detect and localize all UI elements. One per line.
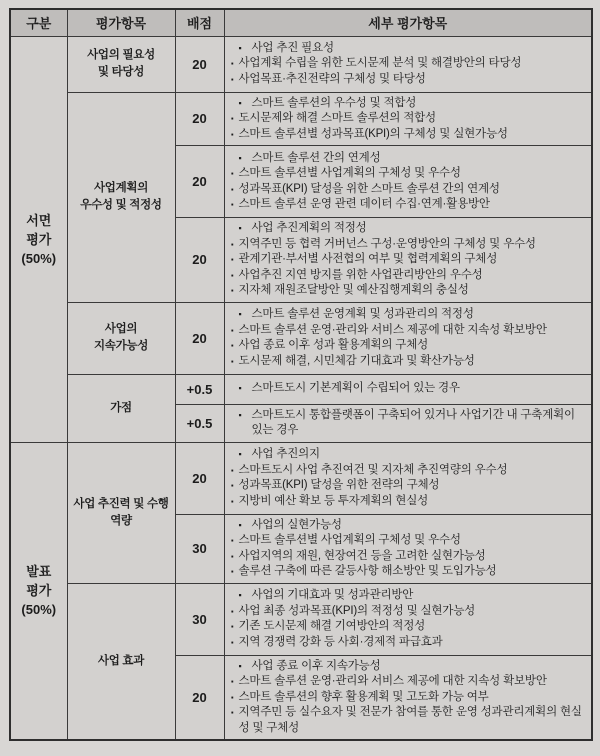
item-cell-effect (67, 583, 175, 740)
detail-line: · 도시문제와 해결 스마트 솔루션의 적합성 (230, 111, 436, 126)
detail-line: · 스마트 솔루션별 성과목표(KPI)의 구체성 및 실현가능성 (230, 126, 508, 142)
detail-line: ▪ 사업의 실현가능성 (231, 518, 584, 534)
col-header-category: 구분 (10, 9, 67, 36)
score-cell: 20 (175, 302, 224, 374)
item-cell-capability (67, 442, 175, 583)
group-cell-presentation-evaluation (10, 442, 67, 740)
details-cell (224, 374, 592, 404)
detail-line: · 솔루션 구축에 따른 갈등사항 해소방안 및 도입가능성 (230, 564, 497, 579)
square-bullet-icon: ▪ (238, 309, 242, 319)
item-label-line: 지속가능성 (93, 340, 149, 352)
dot-bullet-icon: · (230, 56, 235, 72)
dot-bullet-icon: · (230, 603, 235, 619)
detail-line: · 사업 종료 이후 성과 활용계획의 구체성 (230, 338, 429, 353)
detail-line: · 스마트 솔루션 운영·관리와 서비스 제공에 대한 지속성 확보방안 (230, 674, 547, 689)
table-row (10, 583, 592, 655)
detail-line: ▪ 스마트도시 기본계획이 수립되어 있는 경우 (231, 381, 584, 397)
dot-bullet-icon: · (230, 634, 235, 650)
item-label-line: 사업 효과 (97, 654, 145, 667)
detail-line: ▪ 사업 추진계획의 적정성 (231, 221, 584, 237)
detail-line: · 사업추진 지연 방지를 위한 사업관리방안의 우수성 (230, 267, 483, 283)
score-cell: 30 (175, 583, 224, 655)
item-label-line: 가점 (110, 401, 132, 414)
table-row (10, 302, 592, 374)
item-label-line: 사업의 (104, 323, 138, 335)
group-label-line: 평가 (26, 231, 52, 247)
detail-line: ▪ 사업의 기대효과 및 성과관리방안 (231, 588, 584, 604)
detail-line: ▪ 사업 종료 이후 지속가능성 (231, 659, 584, 675)
item-label-line: 우수성 및 적정성 (80, 199, 162, 211)
score-cell: +0.5 (175, 404, 224, 442)
detail-line: · 지방비 예산 확보 등 투자계획의 현실성 (230, 493, 429, 509)
item-cell-necessity (67, 36, 175, 92)
dot-bullet-icon: · (230, 283, 235, 298)
detail-line: · 스마트 솔루션별 사업계획의 구체성 및 우수성 (230, 166, 461, 181)
detail-line: ▪ 사업 추진 필요성 (231, 41, 584, 57)
dot-bullet-icon: · (230, 267, 235, 283)
detail-line: ▪ 사업 추진의지 (231, 447, 584, 463)
square-bullet-icon: ▪ (238, 42, 242, 53)
dot-bullet-icon: · (230, 322, 235, 338)
detail-line: · 지역주민 등 실수요자 및 전문가 참여를 통한 운영 성과관리계획의 현실성 및 구체성 (230, 705, 582, 734)
dot-bullet-icon: · (230, 236, 235, 252)
dot-bullet-icon: · (230, 197, 235, 212)
detail-line: · 사업계획 수립을 위한 도시문제 분석 및 해결방안의 타당성 (230, 56, 522, 72)
score-cell: 20 (175, 92, 224, 146)
item-label-line: 사업계획의 (93, 182, 149, 194)
item-cell-sustainability (67, 302, 175, 374)
table-row (10, 374, 592, 404)
dot-bullet-icon: · (230, 533, 235, 548)
group-label-line: 서면 (26, 212, 52, 228)
score-cell: 20 (175, 655, 224, 740)
detail-line: · 스마트 솔루션의 향후 활용계획 및 고도화 가능 여부 (230, 689, 489, 705)
detail-line: · 사업지역의 재원, 현장여건 등을 고려한 실현가능성 (230, 548, 486, 564)
square-bullet-icon: ▪ (238, 519, 242, 530)
square-bullet-icon: ▪ (238, 152, 242, 163)
dot-bullet-icon: · (230, 689, 235, 705)
detail-line: · 성과목표(KPI) 달성을 위한 전략의 구체성 (230, 478, 440, 493)
details-cell (224, 404, 592, 442)
item-label-line: 사업 추진력 및 수행 (73, 497, 169, 510)
score-cell: +0.5 (175, 374, 224, 404)
dot-bullet-icon: · (230, 252, 235, 267)
detail-line: · 스마트도시 사업 추진여건 및 지자체 추진역량의 우수성 (230, 462, 508, 478)
square-bullet-icon: ▪ (238, 590, 242, 600)
col-header-detail: 세부 평가항목 (224, 9, 592, 36)
evaluation-table (9, 8, 593, 741)
score-cell: 30 (175, 514, 224, 583)
item-cell-bonus (67, 374, 175, 442)
detail-line: · 성과목표(KPI) 달성을 위한 스마트 솔루션 간의 연계성 (230, 181, 500, 197)
dot-bullet-icon: · (230, 71, 235, 87)
detail-line: · 사업 최종 성과목표(KPI)의 적정성 및 실현가능성 (230, 603, 476, 619)
dot-bullet-icon: · (230, 126, 235, 142)
dot-bullet-icon: · (230, 564, 235, 579)
group-cell-written-evaluation (10, 36, 67, 442)
dot-bullet-icon: · (230, 478, 235, 493)
square-bullet-icon: ▪ (238, 409, 242, 420)
detail-line: · 지역주민 등 협력 거버넌스 구성·운영방안의 구체성 및 우수성 (230, 236, 536, 252)
item-cell-excellence (67, 92, 175, 302)
square-bullet-icon: ▪ (238, 660, 242, 671)
details-cell (224, 442, 592, 514)
detail-line: · 도시문제 해결, 시민체감 기대효과 및 확산가능성 (230, 353, 475, 369)
dot-bullet-icon: · (230, 338, 235, 353)
col-header-item: 평가항목 (67, 9, 175, 36)
details-cell (224, 218, 592, 303)
score-cell: 20 (175, 36, 224, 92)
detail-line: · 관계기관·부서별 사전협의 여부 및 협력계획의 구체성 (230, 252, 498, 267)
detail-line: · 지역 경쟁력 강화 등 사회·경제적 파급효과 (230, 634, 443, 650)
table-row (10, 92, 592, 146)
detail-line: · 스마트 솔루션 운영·관리와 서비스 제공에 대한 지속성 확보방안 (230, 322, 547, 338)
dot-bullet-icon: · (230, 181, 235, 197)
square-bullet-icon: ▪ (238, 223, 242, 233)
item-label-line: 및 타당성 (97, 66, 145, 78)
detail-line: · 스마트 솔루션 운영 관련 데이터 수집·연계·활용방안 (230, 197, 490, 212)
details-cell (224, 583, 592, 655)
score-cell: 20 (175, 218, 224, 303)
dot-bullet-icon: · (230, 111, 235, 126)
table-row (10, 442, 592, 514)
details-cell (224, 36, 592, 92)
group-label-line: (50%) (21, 250, 57, 266)
detail-line: ▪ 스마트 솔루션 운영계획 및 성과관리의 적정성 (231, 307, 584, 323)
dot-bullet-icon: · (230, 619, 235, 634)
dot-bullet-icon: · (230, 166, 235, 181)
details-cell (224, 92, 592, 146)
dot-bullet-icon: · (230, 705, 235, 720)
group-label-line: 발표 (26, 564, 52, 580)
detail-line: ▪ 스마트 솔루션의 우수성 및 적합성 (231, 96, 584, 112)
dot-bullet-icon: · (230, 674, 235, 689)
item-label-line: 사업의 필요성 (87, 49, 155, 61)
group-label-line: 평가 (26, 583, 52, 599)
table-row (10, 36, 592, 92)
dot-bullet-icon: · (230, 462, 235, 478)
square-bullet-icon: ▪ (238, 383, 242, 394)
detail-line: ▪ 스마트 솔루션 간의 연계성 (231, 151, 584, 167)
dot-bullet-icon: · (230, 493, 235, 509)
item-label-line: 역량 (110, 514, 132, 527)
detail-line: · 지자체 재원조달방안 및 예산집행계획의 충실성 (230, 283, 469, 298)
details-cell (224, 655, 592, 740)
square-bullet-icon: ▪ (238, 97, 242, 108)
dot-bullet-icon: · (230, 548, 235, 564)
detail-line: ▪ 스마트도시 통합플랫폼이 구축되어 있거나 사업기간 내 구축계획이 있는 경우 (238, 408, 575, 436)
header-row (10, 9, 592, 36)
details-cell (224, 146, 592, 218)
details-cell (224, 302, 592, 374)
dot-bullet-icon: · (230, 353, 235, 369)
group-label-line: (50%) (21, 602, 57, 618)
score-cell: 20 (175, 146, 224, 218)
detail-line: · 사업목표·추진전략의 구체성 및 타당성 (230, 71, 426, 87)
details-cell (224, 514, 592, 583)
square-bullet-icon: ▪ (238, 449, 242, 459)
detail-line: · 스마트 솔루션별 사업계획의 구체성 및 우수성 (230, 533, 461, 548)
col-header-points: 배점 (175, 9, 224, 36)
detail-line: · 기존 도시문제 해결 기여방안의 적정성 (230, 619, 426, 634)
score-cell: 20 (175, 442, 224, 514)
